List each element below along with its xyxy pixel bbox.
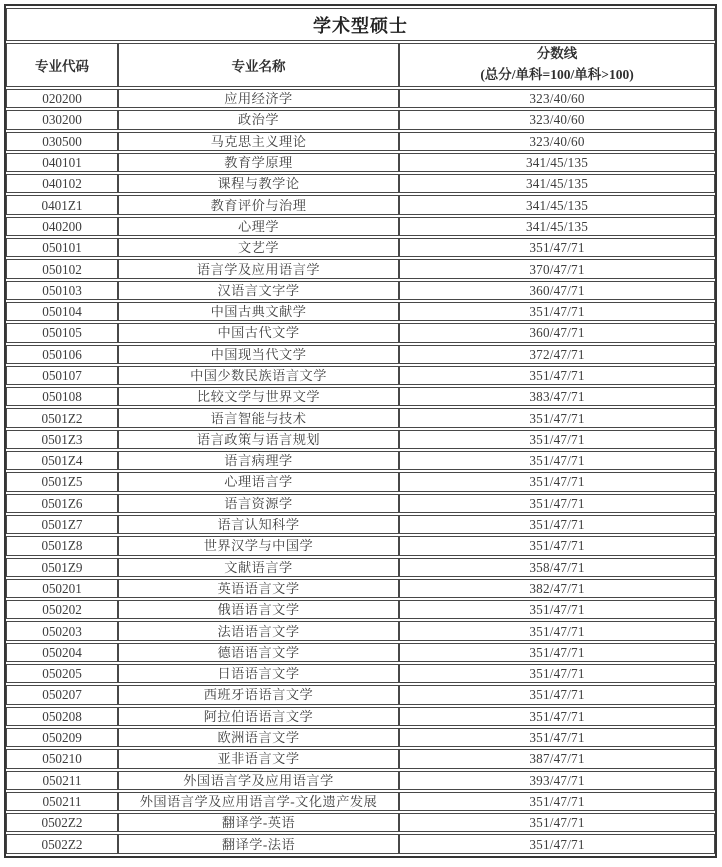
- cell-score: 351/47/71: [399, 494, 715, 513]
- table-row: [6, 408, 715, 427]
- cell-code: 030500: [6, 132, 118, 151]
- cell-code: 050101: [6, 238, 118, 257]
- cell-name: 英语语言文学: [118, 579, 399, 598]
- cell-score: 370/47/71: [399, 259, 715, 278]
- cell-score: 351/47/71: [399, 366, 715, 385]
- cell-code: 050204: [6, 643, 118, 662]
- cell-score: 351/47/71: [399, 600, 715, 619]
- cell-score: 341/45/135: [399, 195, 715, 214]
- cell-code: 0501Z5: [6, 472, 118, 491]
- cell-score: 341/45/135: [399, 217, 715, 236]
- cell-name: 中国古典文献学: [118, 302, 399, 321]
- cell-name: 语言病理学: [118, 451, 399, 470]
- cell-code: 050202: [6, 600, 118, 619]
- cell-code: 050205: [6, 664, 118, 683]
- cell-code: 050102: [6, 259, 118, 278]
- cell-code: 0501Z4: [6, 451, 118, 470]
- cell-code: 050211: [6, 771, 118, 790]
- cell-score: 341/45/135: [399, 174, 715, 193]
- cell-code: 0401Z1: [6, 195, 118, 214]
- cell-code: 040101: [6, 153, 118, 172]
- cell-code: 050203: [6, 621, 118, 640]
- table-row: [6, 813, 715, 832]
- table-row: [6, 387, 715, 406]
- table-row: [6, 217, 715, 236]
- cell-code: 050210: [6, 749, 118, 768]
- table-row: [6, 132, 715, 151]
- header-row: [6, 43, 715, 87]
- cell-name: 德语语言文学: [118, 643, 399, 662]
- cell-score: 351/47/71: [399, 302, 715, 321]
- table-row: [6, 494, 715, 513]
- table-row: [6, 472, 715, 491]
- cell-score: 351/47/71: [399, 685, 715, 704]
- cell-name: 阿拉伯语语言文学: [118, 707, 399, 726]
- cell-code: 0502Z2: [6, 834, 118, 853]
- cell-code: 050104: [6, 302, 118, 321]
- cell-score: 393/47/71: [399, 771, 715, 790]
- cell-name: 教育学原理: [118, 153, 399, 172]
- cell-score: 351/47/71: [399, 813, 715, 832]
- cell-code: 050201: [6, 579, 118, 598]
- title-row: [6, 8, 715, 41]
- cell-code: 050105: [6, 323, 118, 342]
- cell-score: 351/47/71: [399, 536, 715, 555]
- column-header-code: 专业代码: [6, 43, 118, 87]
- cell-name: 外国语言学及应用语言学-文化遗产发展: [118, 792, 399, 811]
- table-row: [6, 834, 715, 853]
- cell-score: 351/47/71: [399, 643, 715, 662]
- score-header-line2: (总分/单科=100/单科>100): [480, 67, 634, 82]
- cell-name: 语言资源学: [118, 494, 399, 513]
- cell-score: 323/40/60: [399, 110, 715, 129]
- cell-name: 课程与教学论: [118, 174, 399, 193]
- table-row: [6, 771, 715, 790]
- table-row: [6, 536, 715, 555]
- cell-name: 俄语语言文学: [118, 600, 399, 619]
- cell-code: 0501Z7: [6, 515, 118, 534]
- cell-name: 亚非语言文学: [118, 749, 399, 768]
- cell-code: 050107: [6, 366, 118, 385]
- cell-score: 351/47/71: [399, 430, 715, 449]
- table-row: [6, 174, 715, 193]
- table-row: [6, 707, 715, 726]
- cell-name: 西班牙语语言文学: [118, 685, 399, 704]
- cell-name: 中国古代文学: [118, 323, 399, 342]
- table-row: [6, 345, 715, 364]
- cell-code: 050211: [6, 792, 118, 811]
- cell-score: 341/45/135: [399, 153, 715, 172]
- cell-code: 050209: [6, 728, 118, 747]
- table-row: [6, 153, 715, 172]
- table-row: [6, 600, 715, 619]
- table-row: [6, 792, 715, 811]
- cell-score: 351/47/71: [399, 664, 715, 683]
- table-row: [6, 110, 715, 129]
- column-header-name: 专业名称: [118, 43, 399, 87]
- cell-name: 欧洲语言文学: [118, 728, 399, 747]
- cell-score: 323/40/60: [399, 89, 715, 108]
- cell-code: 040102: [6, 174, 118, 193]
- table-row: [6, 749, 715, 768]
- cell-name: 中国现当代文学: [118, 345, 399, 364]
- cell-name: 法语语言文学: [118, 621, 399, 640]
- column-header-score: [399, 43, 715, 87]
- cell-score: 360/47/71: [399, 323, 715, 342]
- table-body: [6, 89, 715, 854]
- cell-score: 351/47/71: [399, 451, 715, 470]
- cell-code: 0501Z9: [6, 558, 118, 577]
- score-header-line1: 分数线: [536, 46, 578, 62]
- cell-name: 外国语言学及应用语言学: [118, 771, 399, 790]
- cell-score: 351/47/71: [399, 834, 715, 853]
- cell-code: 0501Z6: [6, 494, 118, 513]
- table-row: [6, 643, 715, 662]
- cell-code: 050208: [6, 707, 118, 726]
- cell-name: 文艺学: [118, 238, 399, 257]
- cell-code: 0501Z8: [6, 536, 118, 555]
- cell-name: 心理学: [118, 217, 399, 236]
- cell-name: 心理语言学: [118, 472, 399, 491]
- cell-score: 387/47/71: [399, 749, 715, 768]
- cell-score: 383/47/71: [399, 387, 715, 406]
- cell-name: 语言智能与技术: [118, 408, 399, 427]
- table-row: [6, 664, 715, 683]
- cell-score: 351/47/71: [399, 515, 715, 534]
- cell-score: 323/40/60: [399, 132, 715, 151]
- cell-score: 351/47/71: [399, 728, 715, 747]
- cell-code: 0502Z2: [6, 813, 118, 832]
- table-row: [6, 685, 715, 704]
- cell-code: 0501Z3: [6, 430, 118, 449]
- cell-score: 351/47/71: [399, 408, 715, 427]
- table-row: [6, 621, 715, 640]
- table-row: [6, 302, 715, 321]
- cell-score: 351/47/71: [399, 621, 715, 640]
- cell-code: 040200: [6, 217, 118, 236]
- table-row: [6, 281, 715, 300]
- cell-name: 语言认知科学: [118, 515, 399, 534]
- cell-code: 050108: [6, 387, 118, 406]
- cell-name: 比较文学与世界文学: [118, 387, 399, 406]
- cell-name: 政治学: [118, 110, 399, 129]
- cell-name: 翻译学-英语: [118, 813, 399, 832]
- cell-code: 050103: [6, 281, 118, 300]
- cell-name: 中国少数民族语言文学: [118, 366, 399, 385]
- cell-score: 382/47/71: [399, 579, 715, 598]
- cell-score: 360/47/71: [399, 281, 715, 300]
- cell-code: 030200: [6, 110, 118, 129]
- cell-name: 汉语言文字学: [118, 281, 399, 300]
- table-row: [6, 728, 715, 747]
- table-row: [6, 259, 715, 278]
- cell-name: 应用经济学: [118, 89, 399, 108]
- cell-score: 351/47/71: [399, 792, 715, 811]
- table-title: 学术型硕士: [6, 8, 715, 41]
- cell-name: 翻译学-法语: [118, 834, 399, 853]
- cell-name: 世界汉学与中国学: [118, 536, 399, 555]
- cell-name: 语言学及应用语言学: [118, 259, 399, 278]
- cell-code: 050207: [6, 685, 118, 704]
- cell-name: 语言政策与语言规划: [118, 430, 399, 449]
- cell-score: 351/47/71: [399, 707, 715, 726]
- table-row: [6, 238, 715, 257]
- cell-code: 020200: [6, 89, 118, 108]
- table-row: [6, 366, 715, 385]
- table-row: [6, 323, 715, 342]
- cell-score: 351/47/71: [399, 238, 715, 257]
- cell-name: 文献语言学: [118, 558, 399, 577]
- table-row: [6, 579, 715, 598]
- cell-code: 0501Z2: [6, 408, 118, 427]
- cell-name: 日语语言文学: [118, 664, 399, 683]
- cell-code: 050106: [6, 345, 118, 364]
- table-row: [6, 430, 715, 449]
- table-row: [6, 558, 715, 577]
- cell-score: 372/47/71: [399, 345, 715, 364]
- table-row: [6, 195, 715, 214]
- table-row: [6, 451, 715, 470]
- table-row: [6, 515, 715, 534]
- score-table: [4, 4, 717, 858]
- cell-score: 358/47/71: [399, 558, 715, 577]
- table-row: [6, 89, 715, 108]
- cell-score: 351/47/71: [399, 472, 715, 491]
- cell-name: 马克思主义理论: [118, 132, 399, 151]
- cell-name: 教育评价与治理: [118, 195, 399, 214]
